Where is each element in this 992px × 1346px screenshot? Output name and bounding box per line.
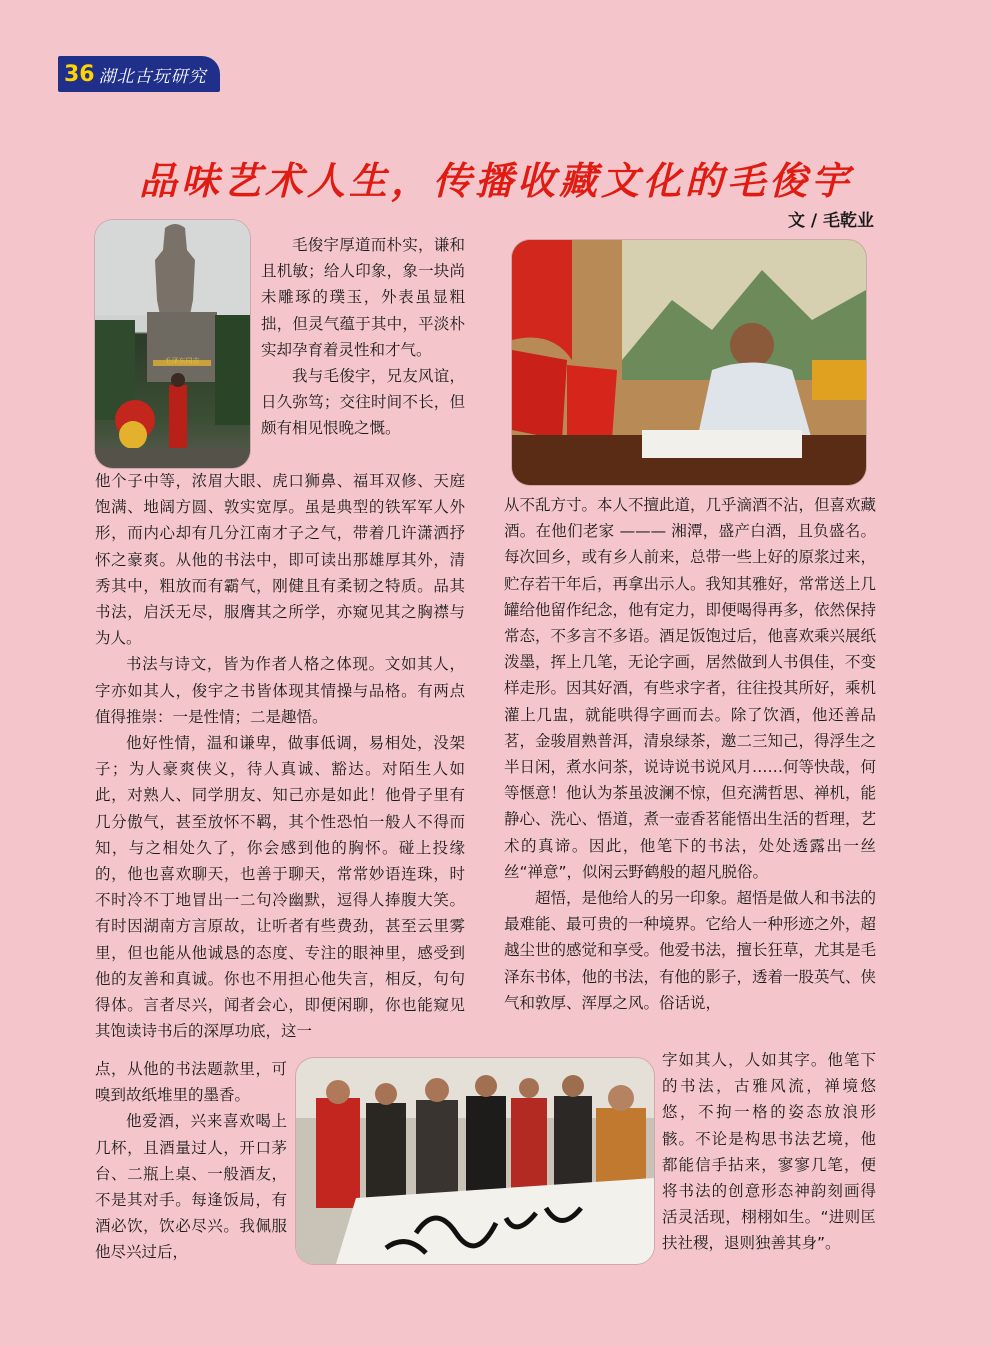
statue-photo xyxy=(95,220,250,468)
office-photo xyxy=(512,240,866,485)
group-calligraphy-photo xyxy=(296,1058,654,1264)
statue-inscription: 毛泽东同志 xyxy=(164,357,200,365)
header-tab xyxy=(58,56,220,92)
paragraph-calligraphy: 字如其人，人如其字。他笔下的书法，古雅风流，禅境悠悠，不拘一格的姿态放浪形骸。不论是构思书法艺境，他都能信手拈来，寥寥几笔，便将书法的创意形态神韵刻画得活灵活现，栩栩如生。“进则匡扶社稷，退则独善其身”。 xyxy=(662,1051,876,1253)
paragraph-wine: 点，从他的书法题款里，可嗅到故纸堆里的墨香。 他爱酒，兴来喜欢喝上几杯，且酒量过人，开口茅台、二瓶上桌、一般酒友，不是其对手。每逢饭局，有酒必饮，饮必尽兴。我佩服他尽兴过后， xyxy=(95,1060,287,1262)
paragraph-tea: 从不乱方寸。本人不擅此道，几乎滴酒不沾，但喜欢藏酒。在他们老家 ——— 湘潭，盛产白酒，且负盛名。每次回乡，或有乡人前来，总带一些上好的原浆过来，贮存若干年后，再拿出示人。我知其雅好，常常送上几罐给他留作纪念，他有定力，即便喝得再多，依然保持常态，不多言不多语。酒足饭饱过后，他喜欢乘兴展纸泼墨，挥上几笔，无论字画，居然做到人书俱佳，不变样走形。因其好酒，有些求字者，往往投其所好，乘机灌上几盅，就能哄得字画而去。除了饮酒，他还善品茗，金骏眉熟普洱，清泉绿茶，邀二三知己，得浮生之半日闲，煮水问茶，说诗说书说风月……何等快哉，何等惬意！他认为茶虽波澜不惊，但充满哲思、禅机，能静心、洗心、悟道，煮一壶香茗能悟出生活的哲理，艺术的真谛。因此，他笔下的书法，处处透露出一丝丝“禅意”，似闲云野鹤般的超凡脱俗。 超悟，是他给人的另一印象。超悟是做人和书法的最难能、最可贵的一种境界。它给人一种形迹之外，超越尘世的感觉和享受。他爱书法，擅长狂草，尤其是毛泽东书体，他的书法，有他的影子，透着一股英气、侠气和敦厚、浑厚之风。俗话说， xyxy=(504,496,877,1012)
office-illustration xyxy=(512,240,866,485)
article-byline: 文 / 毛乾业 xyxy=(787,211,874,231)
article-title: 品味艺术人生，传播收藏文化的毛俊宇 xyxy=(138,159,853,203)
page-number: 36 xyxy=(64,61,95,87)
paragraph-appearance: 他个子中等，浓眉大眼、虎口狮鼻、福耳双修、天庭饱满、地阔方圆、敦实宽厚。虽是典型的铁军军人外形，而内心却有几分江南才子之气，带着几许潇洒抒怀之豪爽。从他的书法中，即可读出那雄厚其外，清秀其中，粗放而有霸气，刚健且有柔韧之特质。品其书法，启沃无尽，服膺其之所学，亦窥见其之胸襟与为人。 书法与诗文，皆为作者人格之体现。文如其人，字亦如其人，俊宇之书皆体现其情操与品格。有两点值得推崇：一是性情；二是趣悟。 他好性情，温和谦卑，做事低调，易相处，没架子；为人豪爽侠义，待人真诚、豁达。对陌生人如此，对熟人、同学朋友、知己亦是如此！他骨子里有几分傲气，甚至放怀不羁，其个性恐怕一般人不得而知，与之相处久了，你会感到他的胸怀。碰上投缘的，他也喜欢聊天，也善于聊天，常常妙语连珠，时不时冷不丁地冒出一二句冷幽默，逗得人捧腹大笑。有时因湖南方言原故，让听者有些费劲，甚至云里雾里，但也能从他诚恳的态度、专注的眼神里，感受到他的友善和真诚。你也不用担心他失言，相反，句句得体。言者尽兴，闻者会心，即便闲聊，你也能窥见其饱读诗书后的深厚功底，这一 xyxy=(95,472,465,1041)
group-illustration xyxy=(296,1058,654,1264)
magazine-name: 湖北古玩研究 xyxy=(98,66,207,87)
statue-illustration xyxy=(95,220,250,468)
paragraph-intro: 毛俊宇厚道而朴实，谦和且机敏；给人印象，象一块尚未雕琢的璞玉，外表虽显粗拙，但灵气蕴于其中，平淡朴实却孕育着灵性和才气。 我与毛俊宇，兄友风谊，日久弥笃；交往时间不长，但颇有相见恨晚之慨。 xyxy=(261,236,465,438)
